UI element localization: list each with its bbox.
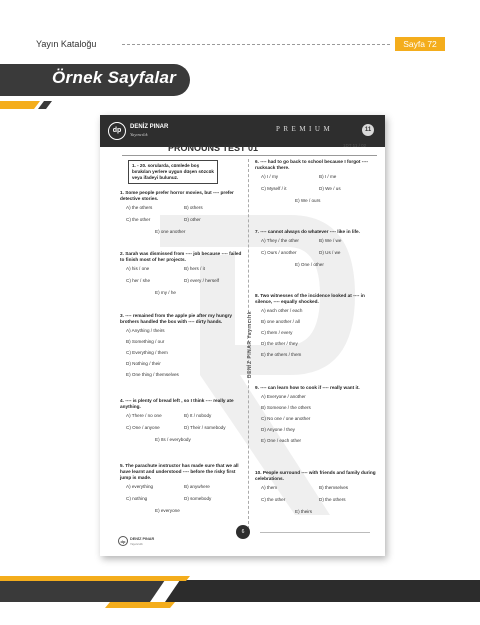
option-e[interactable]: E) One thing / themselves (126, 372, 179, 377)
option-b[interactable]: B) I / me (319, 174, 337, 179)
test-code: 1DT 11 / 02 (343, 143, 367, 148)
option-d[interactable]: D) Us / we (319, 250, 341, 255)
option-c[interactable]: C) Everything / them (126, 350, 168, 355)
option-b[interactable]: B) We / we (319, 238, 342, 243)
banner-stripes (0, 101, 60, 109)
option-a[interactable]: A) everything (126, 484, 154, 489)
section-title: Örnek Sayfalar (52, 68, 177, 87)
question-stem: 4. ---- is plenty of bread left , so I think ---- really ate anything. (120, 398, 234, 409)
option-a[interactable]: A) them (261, 485, 278, 490)
question-8 (255, 293, 379, 357)
option-c[interactable]: C) her / she (126, 278, 150, 283)
option-e[interactable]: E) We / ours (295, 198, 321, 203)
option-c[interactable]: C) No one / one another (261, 416, 311, 421)
option-d[interactable]: D) the other / they (261, 341, 298, 346)
option-a[interactable]: A) the others (126, 205, 153, 210)
option-e[interactable]: E) Its / everybody (155, 437, 191, 442)
option-a[interactable]: A) There / no one (126, 413, 162, 418)
option-e[interactable]: E) everyone (155, 508, 180, 513)
option-b[interactable]: B) It / nobody (184, 413, 212, 418)
option-e[interactable]: E) One / each other (261, 438, 302, 443)
option-c[interactable]: C) the other (126, 217, 151, 222)
question-4 (120, 398, 244, 442)
footer-divider (260, 532, 370, 533)
question-9 (255, 385, 379, 443)
footer-brand-tagline: Yayıncılık (130, 542, 143, 546)
option-a[interactable]: A) Everyone / another (261, 394, 306, 399)
option-d[interactable]: D) Their / somebody (184, 425, 226, 430)
question-stem: 6. ---- had to go back to school because I forgot ---- rucksack there. (255, 159, 369, 170)
option-a[interactable]: A) his / one (126, 266, 150, 271)
question-stem: 3. ---- remained from the apple pie after my hungry brothers handled the box with ---- dirty hands. (120, 313, 232, 324)
question-stem: 7. ---- cannot always do whatever ---- like in life. (255, 229, 360, 234)
header-divider (122, 44, 390, 45)
option-d[interactable]: D) every / herself (184, 278, 219, 283)
option-b[interactable]: B) themselves (319, 485, 349, 490)
option-d[interactable]: D) other (184, 217, 201, 222)
question-6 (255, 159, 379, 203)
page-badge: Sayfa 72 (395, 37, 445, 51)
sample-page (100, 115, 385, 556)
catalog-label: Yayın Kataloğu (36, 39, 97, 49)
option-e[interactable]: E) One / other (295, 262, 324, 267)
option-e[interactable]: E) one another (155, 229, 186, 234)
option-d[interactable]: D) the others (319, 497, 346, 502)
question-stem: 8. Two witnesses of the incidence looked at ---- in silence, ---- equally shocked. (255, 293, 365, 304)
option-b[interactable]: B) hers / it (184, 266, 205, 271)
question-stem: 1. Some people prefer horror movies, but ---- prefer detective stories. (120, 190, 234, 201)
option-d[interactable]: D) Nothing / their (126, 361, 161, 366)
footer-brand-name: DENİZ PINAR (130, 537, 155, 541)
title-divider (122, 155, 377, 156)
question-stem: 9. ---- can learn how to cook if ---- really want it. (255, 385, 360, 390)
series-number: 11 (362, 124, 374, 136)
brand-logo-icon: dp (108, 122, 126, 140)
question-1 (120, 190, 244, 234)
option-b[interactable]: B) others (184, 205, 203, 210)
option-e[interactable]: E) my / he (155, 290, 176, 295)
option-c[interactable]: C) One / anyone (126, 425, 160, 430)
option-a[interactable]: A) I / my (261, 174, 279, 179)
option-a[interactable]: A) each other / each (261, 308, 303, 313)
question-5 (120, 463, 244, 513)
option-a[interactable]: A) They / the other (261, 238, 299, 243)
question-stem: 2. Sarah was dismissed from ---- job because ---- failed to finish most of her projects. (120, 251, 242, 262)
side-brand-text: DENİZ PINAR Yayıncılık (247, 310, 253, 378)
option-e[interactable]: E) the others / them (261, 352, 302, 357)
bottom-stripes (0, 572, 480, 610)
question-3 (120, 313, 244, 377)
option-c[interactable]: C) nothing (126, 496, 148, 501)
brand-name: DENİZ PINAR (130, 124, 169, 130)
option-a[interactable]: A) Anything / theirs (126, 328, 165, 333)
option-b[interactable]: B) Someone / the others (261, 405, 311, 410)
question-7 (255, 229, 379, 267)
option-b[interactable]: B) anywhere (184, 484, 210, 489)
question-2 (120, 251, 244, 295)
question-stem: 10. People surround ---- with friends and family during celebrations. (255, 470, 376, 481)
series-label: PREMIUM (276, 125, 334, 133)
page-number: 6 (236, 525, 250, 539)
brand-tagline: Yayıncılık (130, 132, 148, 137)
option-c[interactable]: C) Ours / another (261, 250, 297, 255)
option-d[interactable]: D) somebody (184, 496, 212, 501)
option-b[interactable]: B) Something / our (126, 339, 165, 344)
instructions-box: 1. - 20. sorularda, cümlede boş bırakılan yerlere uygun düşen sözcük veya ifadeyi bulunuz. (128, 160, 218, 184)
option-d[interactable]: D) Anyone / they (261, 427, 295, 432)
option-e[interactable]: E) theirs (295, 509, 313, 514)
option-c[interactable]: C) the other (261, 497, 286, 502)
test-title: PRONOUNS TEST 01 (168, 143, 259, 153)
option-d[interactable]: D) We / us (319, 186, 341, 191)
option-c[interactable]: C) them / every (261, 330, 293, 335)
footer-logo-icon: dp (118, 536, 128, 546)
question-stem: 5. The parachute instructor has made sure that we all have learnt and understood ---- before the risky first jump is made. (120, 463, 239, 480)
option-b[interactable]: B) one another / all (261, 319, 300, 324)
option-c[interactable]: C) Myself / it (261, 186, 287, 191)
question-10 (255, 470, 379, 514)
